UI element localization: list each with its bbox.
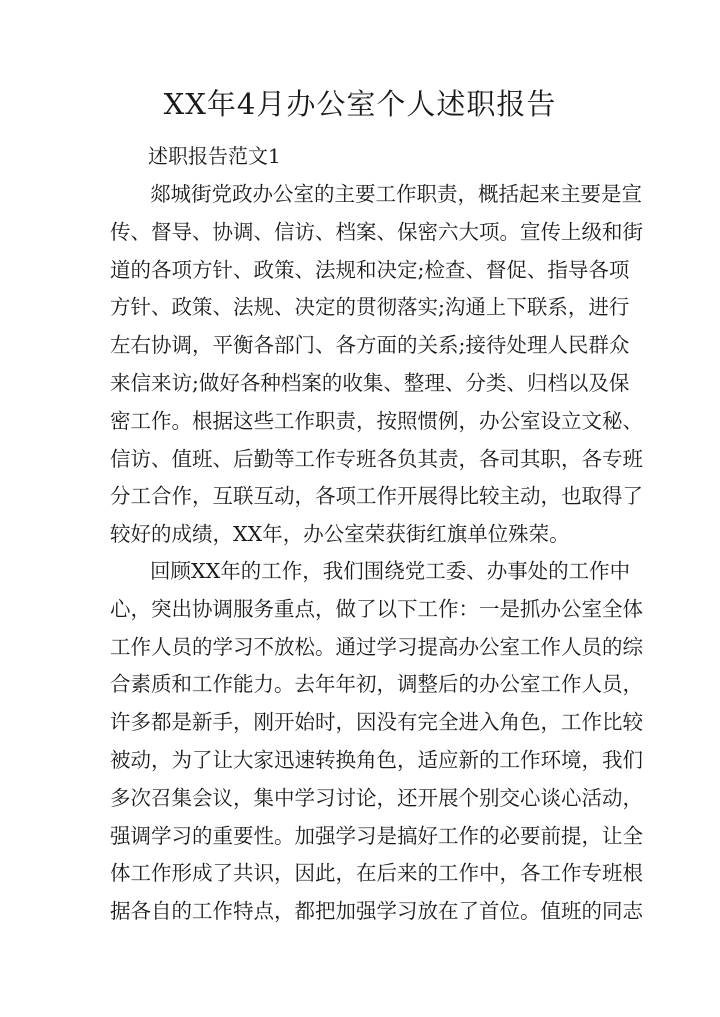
paragraph-2 <box>110 553 643 931</box>
text-line: 来信来访;做好各种档案的收集、整理、分类、归档以及保 <box>110 370 630 395</box>
text-line: 密工作。根据这些工作职责，按照惯例，办公室设立文秘、 <box>110 408 643 433</box>
text-line: 工作人员的学习不放松。通过学习提高办公室工作人员的综 <box>110 634 643 659</box>
text-line: 较好的成绩，XX年，办公室荣获街红旗单位殊荣。 <box>110 522 570 547</box>
text-line: 许多都是新手，刚开始时，因没有完全进入角色，工作比较 <box>110 710 643 735</box>
text-line: 据各自的工作特点，都把加强学习放在了首位。值班的同志 <box>110 899 643 924</box>
text-line: 分工合作，互联互动，各项工作开展得比较主动，也取得了 <box>110 484 643 509</box>
text-line: 多次召集会议，集中学习讨论，还开展个别交心谈心活动， <box>110 785 643 810</box>
text-line: 心，突出协调服务重点，做了以下工作：一是抓办公室全体 <box>110 596 643 621</box>
text-line: 信访、值班、后勤等工作专班各负其责，各司其职，各专班 <box>110 446 643 471</box>
document-title: XX年4月办公室个人述职报告 <box>163 87 557 121</box>
text-line: 传、督导、协调、信访、档案、保密六大项。宣传上级和街 <box>110 219 643 244</box>
paragraph-1 <box>110 176 643 554</box>
text-line: 强调学习的重要性。加强学习是搞好工作的必要前提，让全 <box>110 823 643 848</box>
document-subtitle: 述职报告范文1 <box>148 144 281 168</box>
text-line: 体工作形成了共识，因此，在后来的工作中，各工作专班根 <box>110 861 643 886</box>
text-line: 被动，为了让大家迅速转换角色，适应新的工作环境，我们 <box>110 747 643 772</box>
text-line: 郯城街党政办公室的主要工作职责，概括起来主要是宣 <box>150 182 642 206</box>
text-line: 道的各项方针、政策、法规和决定;检查、督促、指导各项 <box>110 257 630 282</box>
text-line: 回顾XX年的工作，我们围绕党工委、办事处的工作中 <box>150 559 631 583</box>
text-line: 方针、政策、法规、决定的贯彻落实;沟通上下联系，进行 <box>110 295 630 320</box>
text-line: 合素质和工作能力。去年年初，调整后的办公室工作人员， <box>110 672 643 697</box>
text-line: 左右协调，平衡各部门、各方面的关系;接待处理人民群众 <box>110 333 630 358</box>
